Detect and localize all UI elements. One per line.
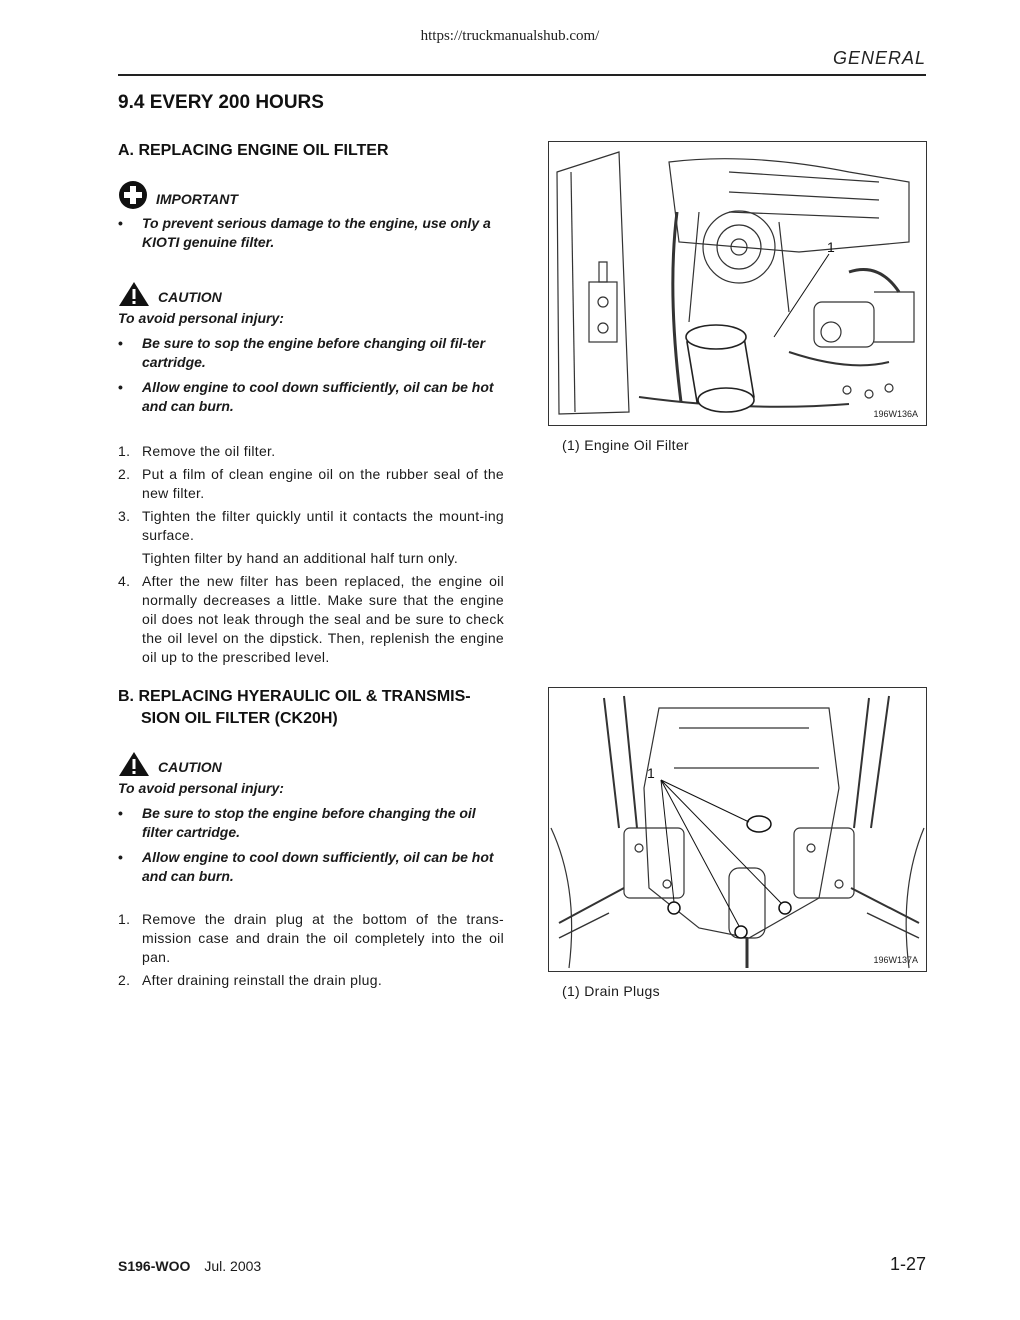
engine-illustration xyxy=(549,142,926,425)
source-url: https://truckmanualshub.com/ xyxy=(420,28,600,44)
figure-b-callout: 1 xyxy=(647,765,655,781)
important-label: IMPORTANT xyxy=(156,190,238,207)
caution-intro: To avoid personal injury: xyxy=(118,310,284,326)
figure-b-caption: (1) Drain Plugs xyxy=(562,983,660,999)
step-item: 4. After the new filter has been replaced, the engine oil normally decreases a little. Make sure that the engine oil does not leak through the seal and be sure to check the oil level on the dipstick. Then, replenish the engine oil up to the prescribed level. xyxy=(118,573,504,665)
important-notice xyxy=(118,180,504,258)
important-plus-icon xyxy=(118,180,148,210)
figure-a-code: 196W136A xyxy=(873,409,918,419)
figure-a-callout: 1 xyxy=(827,239,835,255)
figure-b-code: 196W137A xyxy=(873,955,918,965)
important-item: • To prevent serious damage to the engine, use only a KIOTI genuine filter. xyxy=(118,214,504,252)
caution-notice-b xyxy=(118,750,504,892)
caution-label: CAUTION xyxy=(158,759,222,775)
step-item: 2. After draining reinstall the drain plug. xyxy=(118,972,383,988)
step-item: 2. Put a film of clean engine oil on the rubber seal of the new filter. xyxy=(118,466,504,501)
document-code: S196-WOO xyxy=(118,1258,191,1274)
step-subnote: Tighten filter by hand an additional half turn only. xyxy=(142,550,459,566)
part-a-title: A. REPLACING ENGINE OIL FILTER xyxy=(118,142,389,159)
step-item: 1. Remove the oil filter. xyxy=(118,443,276,459)
step-item: 1. Remove the drain plug at the bottom of the trans-mission case and drain the oil completely into the oil pan. xyxy=(118,911,504,965)
drain-plugs-figure xyxy=(548,687,927,972)
figure-a-caption: (1) Engine Oil Filter xyxy=(562,437,689,453)
transmission-illustration xyxy=(549,688,926,971)
caution-label: CAUTION xyxy=(158,289,222,305)
part-b-title-line1: B. REPLACING HYERAULIC OIL & TRANSMIS- xyxy=(118,688,471,705)
part-b-steps xyxy=(118,910,504,994)
caution-item: • Allow engine to cool down sufficiently, oil can be hot and can burn. xyxy=(118,848,504,886)
caution-item: • Allow engine to cool down sufficiently, oil can be hot and can burn. xyxy=(118,378,504,416)
document-date: Jul. 2003 xyxy=(204,1258,262,1274)
header-rule xyxy=(118,74,926,76)
section-title: GENERAL xyxy=(832,48,926,68)
page-number: 1-27 xyxy=(889,1254,926,1274)
warning-triangle-icon xyxy=(118,281,150,307)
engine-oil-filter-figure xyxy=(548,141,927,426)
footer-doc-info xyxy=(118,1258,261,1274)
caution-intro: To avoid personal injury: xyxy=(118,780,284,796)
warning-triangle-icon xyxy=(118,751,150,777)
part-a-steps xyxy=(118,442,504,671)
step-item: 3. Tighten the filter quickly until it contacts the mount-ing surface. Tighten filter by hand an additional half turn only. xyxy=(118,508,504,566)
part-b-title-line2: SION OIL FILTER (CK20H) xyxy=(141,710,338,727)
caution-item: • Be sure to stop the engine before changing the oil filter cartridge. xyxy=(118,804,504,842)
page-heading: 9.4 EVERY 200 HOURS xyxy=(118,92,324,113)
part-b-title xyxy=(118,686,471,730)
caution-notice-a xyxy=(118,280,504,422)
caution-item: • Be sure to sop the engine before changing oil fil-ter cartridge. xyxy=(118,334,504,372)
